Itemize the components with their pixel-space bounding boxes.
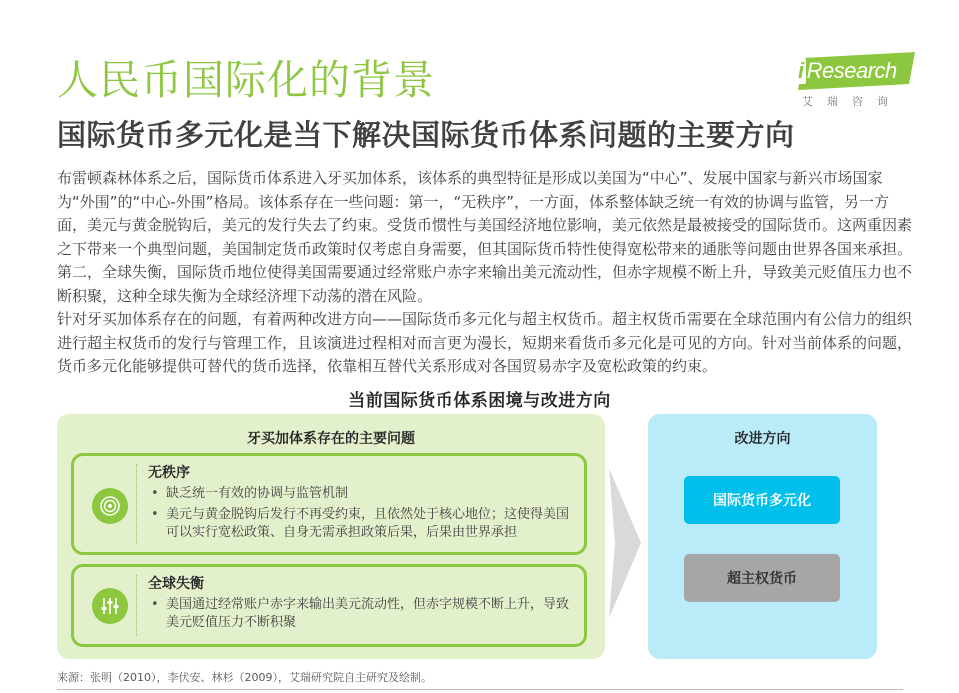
- issue-point: • 缺乏统一有效的协调与监管机制: [148, 485, 578, 503]
- directions-panel-title: 改进方向: [734, 431, 791, 447]
- target-icon: [92, 488, 128, 524]
- body-paragraph-2: 针对牙买加体系存在的问题，有着两种改进方向——国际货币多元化与超主权货币。超主权货币需要在全球范围内有公信力的组织进行超主权货币的发行与管理工作，且该演进过程相对而言更为漫长，短期来看货币多元化是可见的方向。针对当前体系的问题，货币多元化能够提供可替代的货币选择，依靠相互替代关系形成对各国贸易赤字及宽松政策的约束。: [57, 310, 913, 375]
- direction-supranational-currency: 超主权货币: [684, 554, 840, 602]
- issue-heading: 全球失衡: [148, 576, 204, 592]
- directions-panel: [648, 414, 877, 659]
- iresearch-logo: [790, 52, 915, 112]
- logo-brand-rest: Research: [806, 58, 897, 83]
- issue-points: [148, 485, 578, 545]
- issue-card-disorder: [71, 453, 587, 555]
- issue-points: [148, 596, 578, 635]
- sliders-icon: [92, 588, 128, 624]
- issue-point: • 美国通过经常账户赤字来输出美元流动性，但赤字规模不断上升，导致美元贬值压力不断积聚: [148, 596, 578, 632]
- chevron-right-arrow-icon: [609, 468, 641, 618]
- problems-panel-title: 牙买加体系存在的主要问题: [247, 431, 415, 447]
- page-subtitle: 国际货币多元化是当下解决国际货币体系问题的主要方向: [57, 118, 795, 152]
- page-title: 人民币国际化的背景: [57, 56, 435, 104]
- direction-diversification: 国际货币多元化: [684, 476, 840, 524]
- issue-point: • 美元与黄金脱钩后发行不再受约束，且依然处于核心地位；这使得美国可以实行宽松政策、自身无需承担政策后果，后果由世界承担: [148, 506, 578, 542]
- problems-panel: [57, 414, 605, 659]
- body-paragraph-1: 布雷顿森林体系之后，国际货币体系进入牙买加体系，该体系的典型特征是形成以美国为“中心”、发展中国家与新兴市场国家为“外围”的“中心-外围”格局。该体系存在一些问题：第一，“无秩序”，一方面，体系整体缺乏统一有效的协调与监管，另一方面，美元与黄金脱钩后，美元的发行失去了约束。受货币惯性与美国经济地位影响，美元依然是最被接受的国际货币。这两重因素之下带来一个典型问题，美国制定货币政策时仅考虑自身需要，但其国际货币特性使得宽松带来的通胀等问题由世界各国来承担。第二，全球失衡，国际货币地位使得美国需要通过经常账户赤字来输出美元流动性，但赤字规模不断上升，导致美元贬值压力也不断积聚，这种全球失衡为全球经济埋下动荡的潜在风险。: [57, 169, 913, 305]
- diagram-title: 当前国际货币体系困境与改进方向: [348, 391, 611, 411]
- issue-card-imbalance: [71, 564, 587, 647]
- issue-divider: [136, 575, 137, 636]
- source-note: 来源：张明（2010），李伏安、林杉（2009），艾瑞研究院自主研究及绘制。: [57, 671, 432, 684]
- logo-brand: i Research: [798, 58, 897, 83]
- footer-divider: [57, 689, 903, 690]
- logo-cn-text: 艾瑞咨询: [802, 95, 902, 108]
- issue-heading: 无秩序: [148, 465, 190, 481]
- body-text: [57, 167, 917, 379]
- issue-divider: [136, 464, 137, 544]
